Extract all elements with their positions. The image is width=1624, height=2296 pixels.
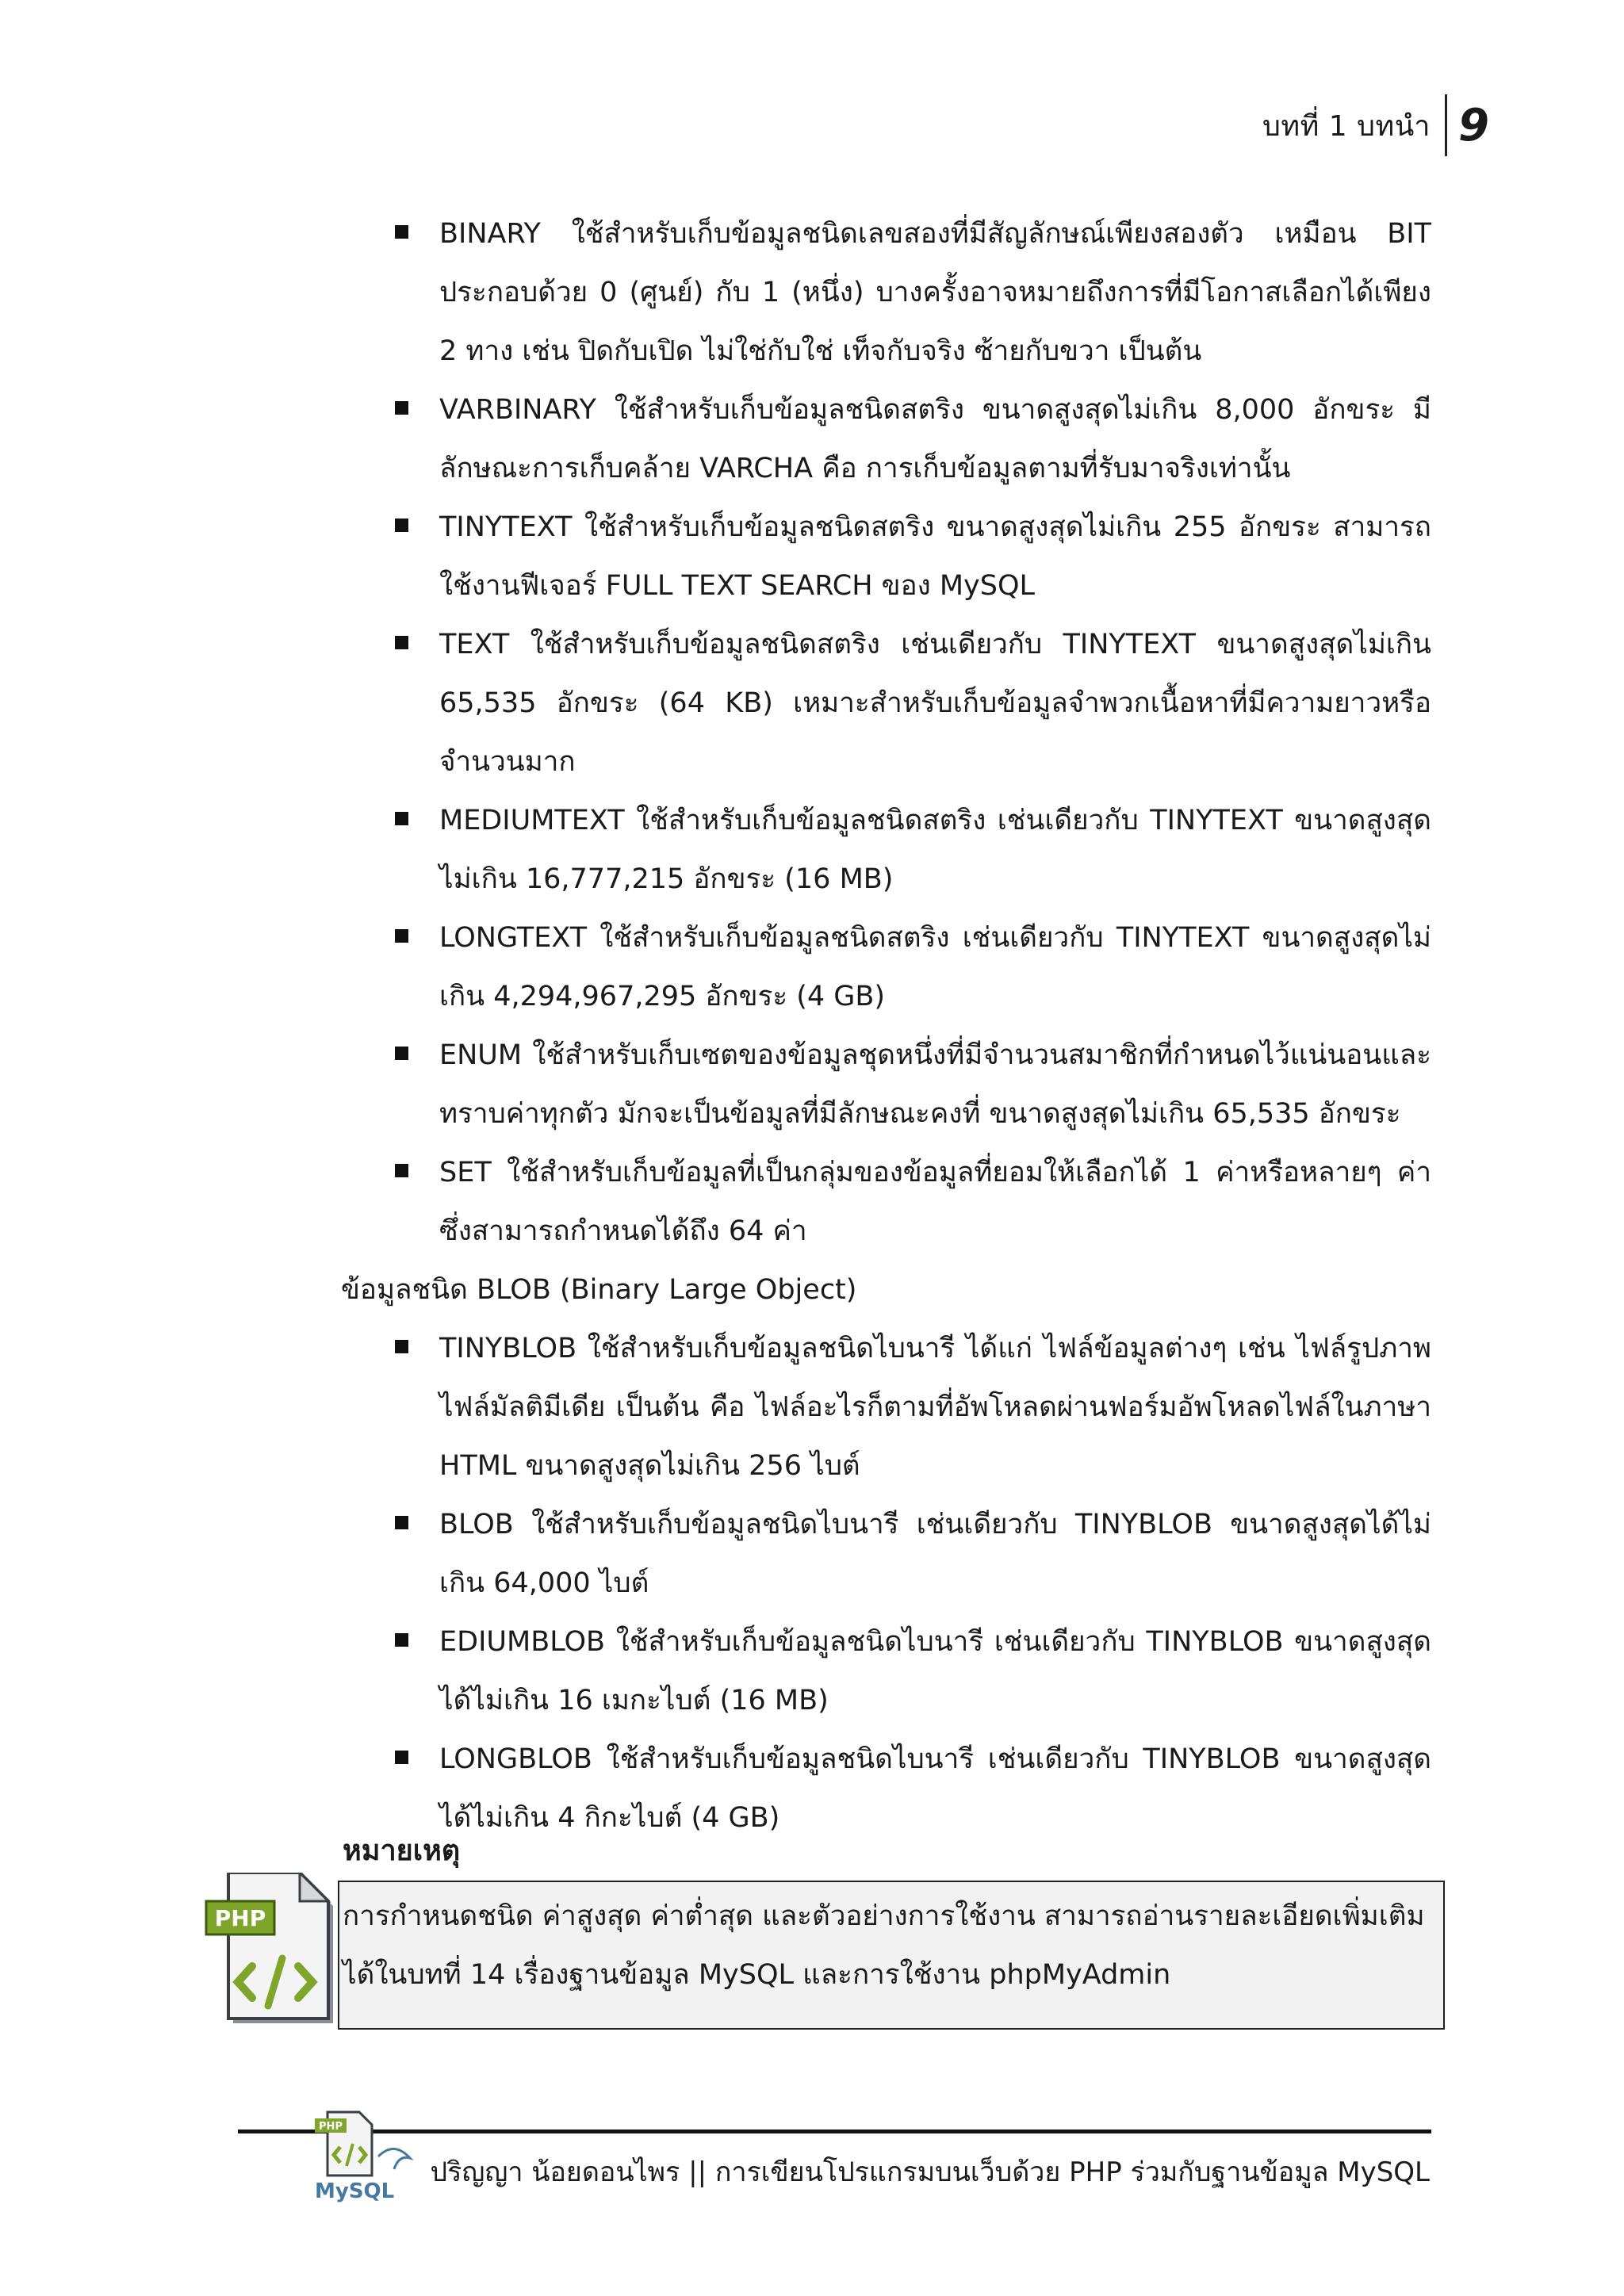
list-item: BINARY ใช้สำหรับเก็บข้อมูลชนิดเลขสองที่มีสัญลักษณ์เพียงสองตัว เหมือน BIT ประกอบด้วย 0 (ศูนย์) กับ 1 (หนึ่ง) บางครั้งอาจหมายถึงการที่มีโอกาสเลือกได้เพียง 2 ทาง เช่น ปิดกับเปิด ไม่ใช่กับใช่ เท็จกับจริง ซ้ายกับขวา เป็นต้น	[341, 205, 1431, 381]
bullet-icon	[395, 1047, 408, 1060]
bullet-icon	[395, 1164, 408, 1177]
php-mysql-logo-icon	[312, 2109, 424, 2204]
list-item: SET ใช้สำหรับเก็บข้อมูลที่เป็นกลุ่มของข้อมูลที่ยอมให้เลือกได้ 1 ค่าหรือหลายๆ ค่า ซึ่งสามารถกำหนดได้ถึง 64 ค่า	[341, 1143, 1431, 1261]
bullet-icon	[395, 1633, 408, 1647]
footer-mysql-label: MySQL	[315, 2179, 395, 2203]
main-content	[341, 205, 1431, 1847]
bullet-icon	[395, 1340, 408, 1353]
list-item: TINYTEXT ใช้สำหรับเก็บข้อมูลชนิดสตริง ขนาดสูงสุดไม่เกิน 255 อักขระ สามารถใช้งานฟีเจอร์ FULL TEXT SEARCH ของ MySQL	[341, 498, 1431, 615]
list-item: LONGBLOB ใช้สำหรับเก็บข้อมูลชนิดไบนารี เช่นเดียวกับ TINYBLOB ขนาดสูงสุดได้ไม่เกิน 4 กิกะไบต์ (4 GB)	[341, 1730, 1431, 1847]
list-item: VARBINARY ใช้สำหรับเก็บข้อมูลชนิดสตริง ขนาดสูงสุดไม่เกิน 8,000 อักขระ มีลักษณะการเก็บคล้าย VARCHA คือ การเก็บข้อมูลตามที่รับมาจริงเท่านั้น	[341, 381, 1431, 498]
bullet-icon	[395, 812, 408, 825]
list-item: LONGTEXT ใช้สำหรับเก็บข้อมูลชนิดสตริง เช่นเดียวกับ TINYTEXT ขนาดสูงสุดไม่เกิน 4,294,967,295 อักขระ (4 GB)	[341, 909, 1431, 1026]
list-item: EDIUMBLOB ใช้สำหรับเก็บข้อมูลชนิดไบนารี เช่นเดียวกับ TINYBLOB ขนาดสูงสุดได้ไม่เกิน 16 เมกะไบต์ (16 MB)	[341, 1613, 1431, 1730]
page-number: 9	[1458, 99, 1489, 151]
bullet-icon	[395, 636, 408, 649]
note-text: การกำหนดชนิด ค่าสูงสุด ค่าต่ำสุด และตัวอย่างการใช้งาน สามารถอ่านรายละเอียดเพิ่มเติมได้ในบทที่ 14 เรื่องฐานข้อมูล MySQL และการใช้งาน phpMyAdmin	[343, 1900, 1425, 1991]
blob-heading: ข้อมูลชนิด BLOB (Binary Large Object)	[341, 1274, 857, 1306]
php-icon-label: PHP	[214, 1905, 266, 1931]
bullet-icon	[395, 225, 408, 239]
list-item: MEDIUMTEXT ใช้สำหรับเก็บข้อมูลชนิดสตริง เช่นเดียวกับ TINYTEXT ขนาดสูงสุดไม่เกิน 16,777,215 อักขระ (16 MB)	[341, 791, 1431, 909]
list-item: BLOB ใช้สำหรับเก็บข้อมูลชนิดไบนารี เช่นเดียวกับ TINYBLOB ขนาดสูงสุดได้ไม่เกิน 64,000 ไบต์	[341, 1495, 1431, 1613]
list-item: ENUM ใช้สำหรับเก็บเซตของข้อมูลชุดหนึ่งที่มีจำนวนสมาชิกที่กำหนดไว้แน่นอนและทราบค่าทุกตัว มักจะเป็นข้อมูลที่มีลักษณะคงที่ ขนาดสูงสุดไม่เกิน 65,535 อักขระ	[341, 1026, 1431, 1143]
bullet-icon	[395, 1516, 408, 1529]
page-header	[1262, 94, 1489, 157]
note-box	[338, 1881, 1445, 2030]
chapter-title: บทที่ 1 บทนำ	[1262, 109, 1431, 143]
footer-php-label: PHP	[319, 2121, 343, 2133]
note-title: หมายเหตุ	[343, 1835, 461, 1867]
list-item: TINYBLOB ใช้สำหรับเก็บข้อมูลชนิดไบนารี ได้แก่ ไฟล์ข้อมูลต่างๆ เช่น ไฟล์รูปภาพ ไฟล์มัลติมีเดีย เป็นต้น คือ ไฟล์อะไรก็ตามที่อัพโหลดผ่านฟอร์มอัพโหลดไฟล์ในภาษา HTML ขนาดสูงสุดไม่เกิน 256 ไบต์	[341, 1319, 1431, 1495]
bullet-icon	[395, 929, 408, 943]
bullet-icon	[395, 1751, 408, 1764]
php-file-icon	[203, 1873, 338, 2028]
bullet-icon	[395, 519, 408, 532]
list-item: TEXT ใช้สำหรับเก็บข้อมูลชนิดสตริง เช่นเดียวกับ TINYTEXT ขนาดสูงสุดไม่เกิน 65,535 อักขระ (64 KB) เหมาะสำหรับเก็บข้อมูลจำพวกเนื้อหาที่มีความยาวหรือจำนวนมาก	[341, 615, 1431, 791]
footer-text: ปริญญา น้อยดอนไพร || การเขียนโปรแกรมบนเว็บด้วย PHP ร่วมกับฐานข้อมูล MySQL	[430, 2156, 1430, 2188]
bullet-icon	[395, 401, 408, 415]
